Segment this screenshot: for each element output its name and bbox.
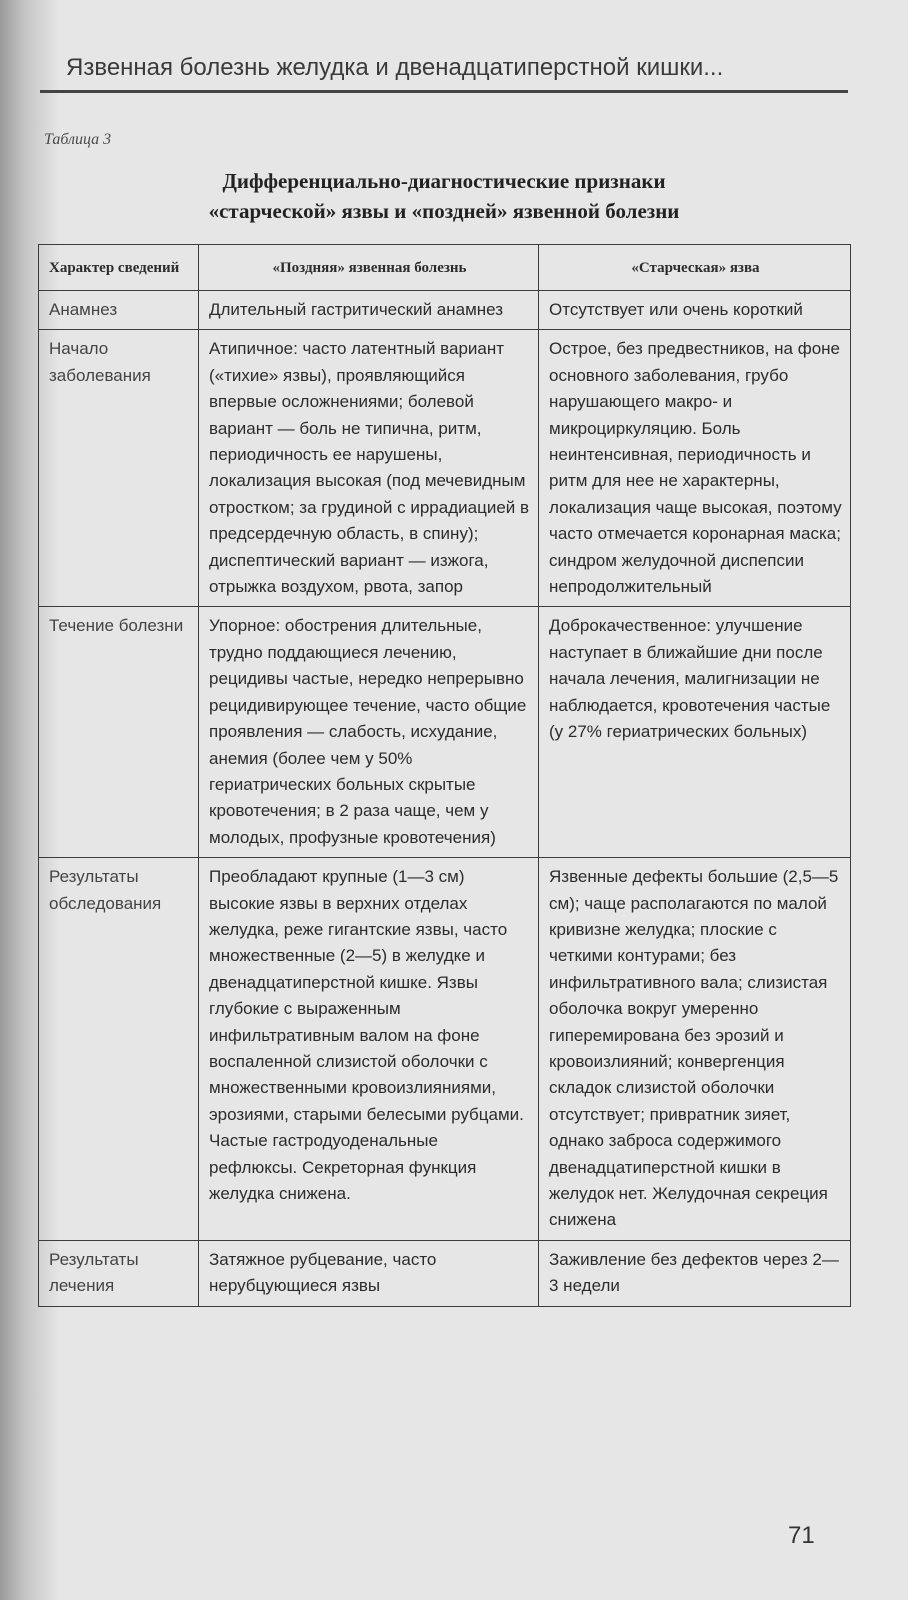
table-title-line-2: «старческой» язвы и «поздней» язвенной болезни [208,199,680,223]
column-header-senile-ulcer: «Старческая» язва [539,245,851,291]
table-row [39,858,851,1241]
table-row [39,1240,851,1306]
row-label: Результаты лечения [39,1240,199,1306]
late-ulcer-cell: Атипичное: часто латентный вариант («тихие» язвы), проявляющийся впервые осложнениями; болевой вариант — боль не типична, ритм, периодичность ее нарушены, локализация высокая (под мечевидным отростком; за грудиной с иррадиацией в предсердечную область, в спину); диспептический вариант — изжога, отрыжка воздухом, рвота, запор [199,330,539,607]
row-label: Анамнез [39,291,199,330]
running-head: Язвенная болезнь желудка и двенадцатиперстной кишки... [66,54,724,81]
comparison-table [38,244,851,1307]
senile-ulcer-cell: Заживление без дефектов через 2—3 недели [539,1240,851,1306]
late-ulcer-cell: Упорное: обострения длительные, трудно поддающиеся лечению, рецидивы частые, нередко непрерывно рецидивирующее течение, часто общие проявления — слабость, исхудание, анемия (более чем у 50% гериатрических больных скрытые кровотечения; в 2 раза чаще, чем у молодых, профузные кровотечения) [199,607,539,858]
table-row [39,607,851,858]
row-label: Течение болезни [39,607,199,858]
late-ulcer-cell: Затяжное рубцевание, часто нерубцующиеся язвы [199,1240,539,1306]
page-number: 71 [788,1522,815,1549]
senile-ulcer-cell: Доброкачественное: улучшение наступает в ближайшие дни после начала лечения, малигнизации не наблюдается, кровотечения частые (у 27% гериатрических больных) [539,607,851,858]
senile-ulcer-cell: Отсутствует или очень короткий [539,291,851,330]
row-label: Результаты обследования [39,858,199,1241]
table-title-line-1: Дифференциально-диагностические признаки [222,169,666,193]
senile-ulcer-cell: Язвенные дефекты большие (2,5—5 см); чаще располагаются по малой кривизне желудка; плоские с четкими контурами; без инфильтративного вала; слизистая оболочка вокруг умеренно гиперемирована без эрозий и кровоизлияний; конвергенция складок слизистой оболочки отсутствует; привратник зияет, однако заброса содержимого двенадцатиперстной кишки в желудок нет. Желудочная секреция снижена [539,858,851,1241]
table-label: Таблица 3 [44,131,112,148]
late-ulcer-cell: Длительный гастритический анамнез [199,291,539,330]
table-row [39,291,851,330]
row-label: Начало заболевания [39,330,199,607]
table-header-row [39,245,851,291]
senile-ulcer-cell: Острое, без предвестников, на фоне основного заболевания, грубо нарушающего макро- и микроциркуляцию. Боль неинтенсивная, периодичность и ритм для нее не характерны, локализация чаще высокая, поэтому часто отмечается коронарная маска; синдром желудочной диспепсии непродолжительный [539,330,851,607]
column-header-characteristic: Характер сведений [39,245,199,291]
table-title [40,166,848,226]
table-row [39,330,851,607]
late-ulcer-cell: Преобладают крупные (1—3 см) высокие язвы в верхних отделах желудка, реже гигантские язвы, часто множественные (2—5) в желудке и двенадцатиперстной кишке. Язвы глубокие с выраженным инфильтративным валом на фоне воспаленной слизистой оболочки с множественными кровоизлияниями, эрозиями, старыми белесыми рубцами. Частые гастродуоденальные рефлюксы. Секреторная функция желудка снижена. [199,858,539,1241]
header-rule [40,90,848,93]
column-header-late-ulcer: «Поздняя» язвенная болезнь [199,245,539,291]
